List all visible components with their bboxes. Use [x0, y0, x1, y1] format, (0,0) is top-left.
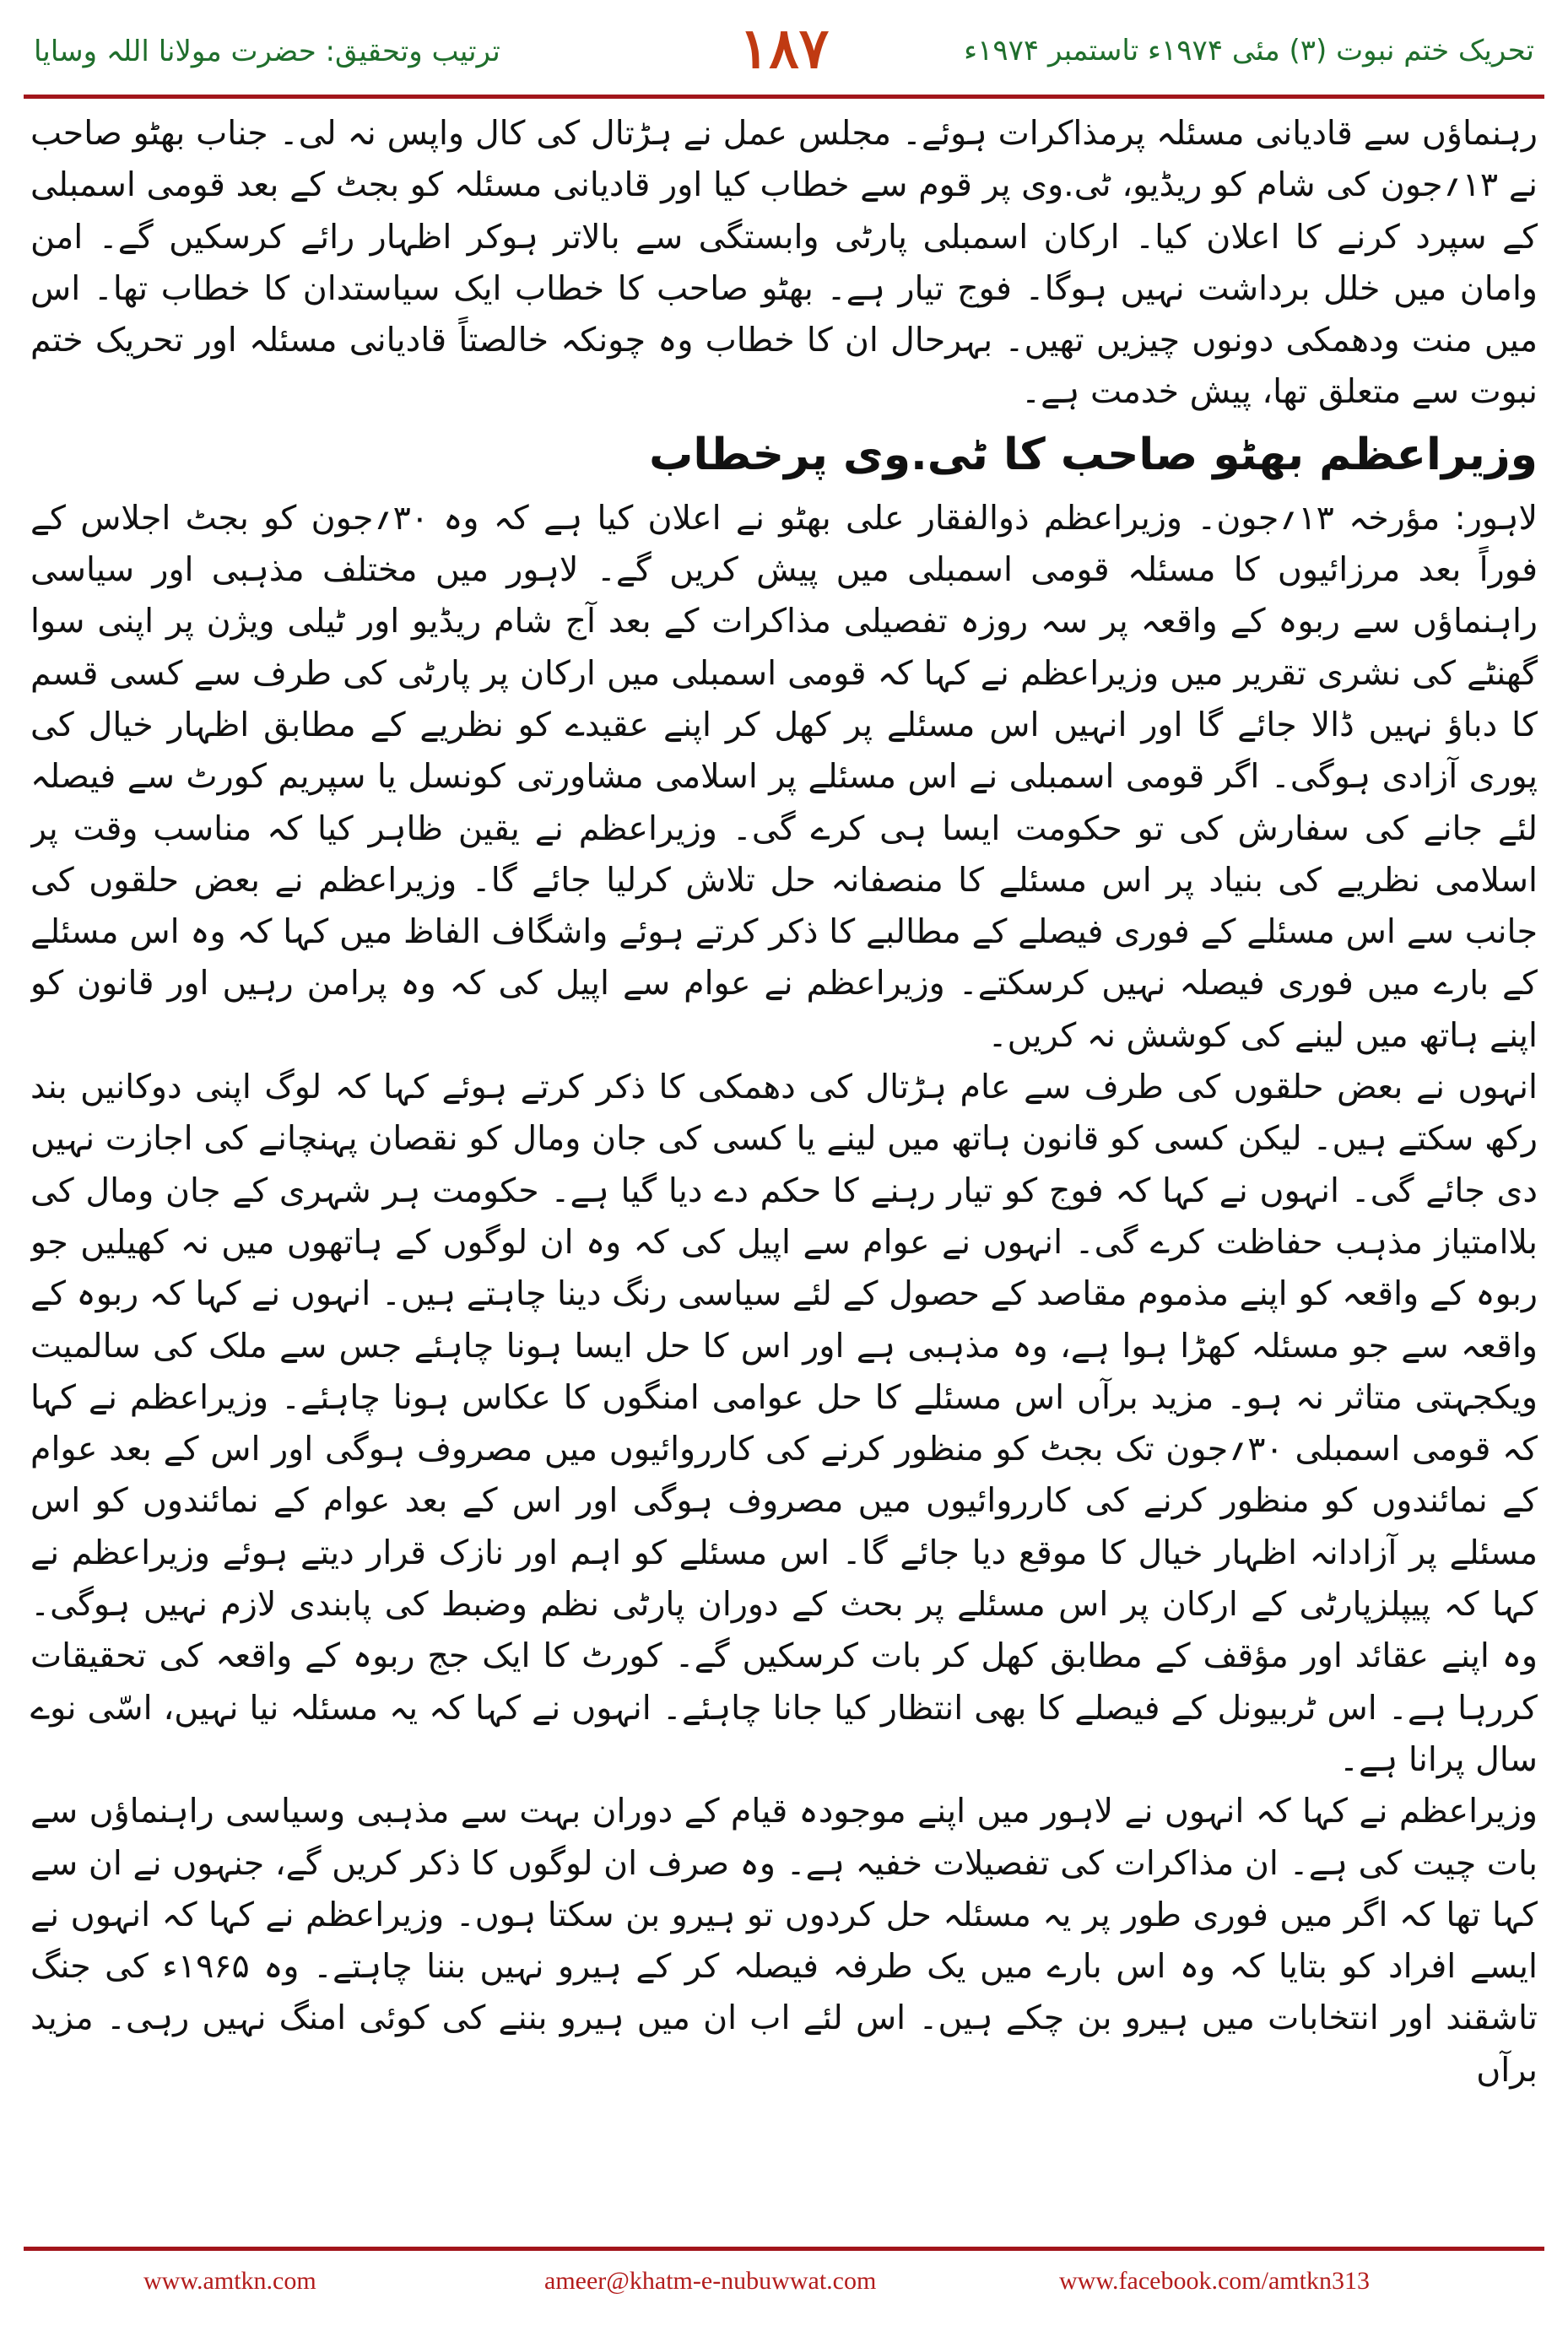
book-title: تحریک ختم نبوت (۳) مئی ۱۹۷۴ء تاستمبر ۱۹۷۴ء: [964, 34, 1534, 68]
page-footer: [0, 2260, 1568, 2319]
section-heading: وزیراعظم بھٹو صاحب کا ٹی.وی پرخطاب: [649, 429, 1538, 480]
body-paragraph: لاہور: مؤرخہ ۱۳؍جون۔ وزیراعظم ذوالفقار علی بھٹو نے اعلان کیا ہے کہ وہ ۳۰؍جون کو بجٹ اجلاس کے فوراً بعد مرزائیوں کا مسئلہ قومی اسمبلی میں پیش کریں گے۔ لاہور میں مختلف مذہبی اور سیاسی راہنماؤں سے ربوہ کے واقعہ پر سہ روزہ تفصیلی مذاکرات کے بعد آج شام ریڈیو اور ٹیلی ویژن پر اپنی سوا گھنٹے کی نشری تقریر میں وزیراعظم نے کہا کہ قومی اسمبلی میں ارکان پر پارٹی کی طرف سے کسی قسم کا دباؤ نہیں ڈالا جائے گا اور انہیں اس مسئلے پر کھل کر اپنے عقیدے کو نظریے کے مطابق اظہار خیال کی پوری آزادی ہوگی۔ اگر قومی اسمبلی نے اس مسئلے پر اسلامی مشاورتی کونسل یا سپریم کورٹ سے فیصلہ لئے جانے کی سفارش کی تو حکومت ایسا ہی کرے گی۔ وزیراعظم نے یقین ظاہر کیا کہ مناسب وقت پر اسلامی نظریے کی بنیاد پر اس مسئلے کا منصفانہ حل تلاش کرلیا جائے گا۔ وزیراعظم نے بعض حلقوں کی جانب سے اس مسئلے کے فوری فیصلے کے مطالبے کا ذکر کرتے ہوئے واشگاف الفاظ میں کہا کہ وہ اس مسئلے کے بارے میں فوری فیصلہ نہیں کرسکتے۔ وزیراعظم نے عوام سے اپیل کی کہ وہ پرامن رہیں اور قانون کو اپنے ہاتھ میں لینے کی کوشش نہ کریں۔: [30, 498, 1538, 1055]
document-body: [30, 108, 1538, 2243]
page-number: ۱۸۷: [738, 15, 830, 81]
website-link[interactable]: www.amtkn.com: [143, 2267, 316, 2295]
page-header: [0, 0, 1568, 101]
compiler-credit: ترتیب وتحقیق: حضرت مولانا اللہ وسایا: [34, 35, 500, 68]
email-link[interactable]: ameer@khatm-e-nubuwwat.com: [544, 2267, 877, 2295]
intro-paragraph: رہنماؤں سے قادیانی مسئلہ پرمذاکرات ہوئے۔ مجلس عمل نے ہڑتال کی کال واپس نہ لی۔ جناب بھٹو صاحب نے ۱۳؍جون کی شام کو ریڈیو، ٹی.وی پر قوم سے خطاب کیا اور قادیانی مسئلہ کو بجٹ کے بعد قومی اسمبلی کے سپرد کرنے کا اعلان کیا۔ ارکان اسمبلی پارٹی وابستگی سے بالاتر ہوکر اظہار رائے کرسکیں گے۔ امن وامان میں خلل برداشت نہیں ہوگا۔ فوج تیار ہے۔ بھٹو صاحب کا خطاب ایک سیاستدان کا خطاب تھا۔ اس میں منت ودھمکی دونوں چیزیں تھیں۔ بہرحال ان کا خطاب وہ چونکہ خالصتاً قادیانی مسئلہ اور تحریک ختم نبوت سے متعلق تھا، پیش خدمت ہے۔: [30, 114, 1538, 412]
facebook-link[interactable]: www.facebook.com/amtkn313: [1059, 2267, 1370, 2295]
footer-divider: [24, 2247, 1544, 2251]
body-paragraph: وزیراعظم نے کہا کہ انہوں نے لاہور میں اپنے موجودہ قیام کے دوران بہت سے مذہبی وسیاسی راہنماؤں سے بات چیت کی ہے۔ ان مذاکرات کی تفصیلات خفیہ ہے۔ وہ صرف ان لوگوں کا ذکر کریں گے، جنہوں نے ان سے کہا تھا کہ اگر میں فوری طور پر یہ مسئلہ حل کردوں تو ہیرو بن سکتا ہوں۔ وزیراعظم نے کہا کہ انہوں نے ایسے افراد کو بتایا کہ وہ اس بارے میں یک طرفہ فیصلہ کر کے ہیرو نہیں بننا چاہتے۔ وہ ۱۹۶۵ء کی جنگ تاشقند اور انتخابات میں ہیرو بن چکے ہیں۔ اس لئے اب ان میں ہیرو بننے کی کوئی امنگ نہیں رہی۔ مزید برآں: [30, 1792, 1538, 2090]
body-paragraph: انہوں نے بعض حلقوں کی طرف سے عام ہڑتال کی دھمکی کا ذکر کرتے ہوئے کہا کہ لوگ اپنی دوکانیں بند رکھ سکتے ہیں۔ لیکن کسی کو قانون ہاتھ میں لینے یا کسی کی جان ومال کو نقصان پہنچانے کی اجازت نہیں دی جائے گی۔ انہوں نے کہا کہ فوج کو تیار رہنے کا حکم دے دیا گیا ہے۔ حکومت ہر شہری کے جان ومال کی بلاامتیاز مذہب حفاظت کرے گی۔ انہوں نے عوام سے اپیل کی کہ وہ ان لوگوں کے ہاتھوں میں نہ کھیلیں جو ربوہ کے واقعہ کو اپنے مذموم مقاصد کے حصول کے لئے سیاسی رنگ دینا چاہتے ہیں۔ انہوں نے کہا کہ ربوہ کے واقعہ سے جو مسئلہ کھڑا ہوا ہے، وہ مذہبی ہے اور اس کا حل ایسا ہونا چاہئے جس سے ملک کی سالمیت ویکجہتی متاثر نہ ہو۔ مزید برآں اس مسئلے کا حل عوامی امنگوں کا عکاس ہونا چاہئے۔ وزیراعظم نے کہا کہ قومی اسمبلی ۳۰؍جون تک بجٹ کو منظور کرنے کی کارروائیوں میں مصروف ہوگی اور اس کے بعد عوام کے نمائندوں کو منظور کرنے کی کارروائیوں میں مصروف ہوگی اور اس کے بعد عوام کے نمائندوں کو اس مسئلے پر آزادانہ اظہار خیال کا موقع دیا جائے گا۔ اس مسئلے کو اہم اور نازک قرار دیتے ہوئے وزیراعظم نے کہا کہ پیپلزپارٹی کے ارکان پر اس مسئلے پر بحث کے دوران پارٹی نظم وضبط کی پابندی لازم نہیں ہوگی۔ وہ اپنے عقائد اور مؤقف کے مطابق کھل کر بات کرسکیں گے۔ کورٹ کا ایک جج ربوہ کے واقعہ کی تحقیقات کررہا ہے۔ اس ٹربیونل کے فیصلے کا بھی انتظار کیا جانا چاہئے۔ انہوں نے کہا کہ یہ مسئلہ نیا نہیں، اسّی نوے سال پرانا ہے۔: [30, 1068, 1538, 1779]
header-divider: [24, 95, 1544, 99]
